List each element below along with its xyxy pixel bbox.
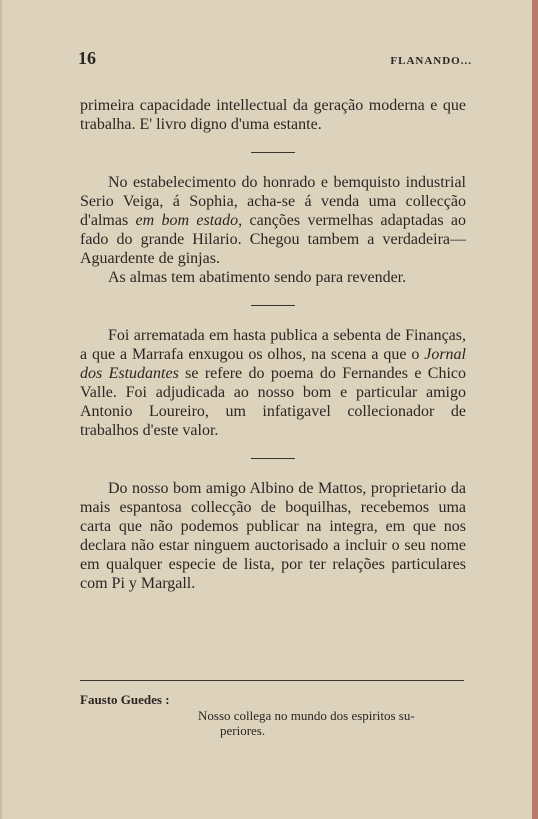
paragraph-text: Foi arrematada em hasta publica a sebenta de Finanças, a que a Marrafa enxugou os olhos, na scena a que o [80,327,466,363]
paragraph-sophia [80,173,466,268]
paragraph-text: primeira capacidade intellectual da geração moderna e que trabalha. E' livro digno d'uma estante. [80,97,466,133]
paragraph-continuation [80,96,466,134]
paragraph-text: se refere do poema do Fernandes e Chico Valle. Foi adjudicada ao nosso bom e particular amigo Antonio Loureiro, um infatigavel collecionador de trabalhos d'este valor. [80,365,467,439]
footnote-line: Nosso collega no mundo dos espiritos su- [198,708,415,723]
paragraph-boquilhas [80,479,466,593]
paragraph-sebenta [80,326,466,440]
italic-title: Jornal dos Estudantes [80,346,466,382]
footnote-line: periores. [220,723,266,738]
page-number: 16 [78,48,96,68]
footnote-name: Fausto Guedes : [80,692,170,707]
footnote-text [198,708,468,738]
paragraph-text: No estabelecimento do honrado e bemquisto industrial Serio Veiga, á Sophia, acha-se á venda uma collecção d'almas [80,174,466,229]
page-header [78,48,472,69]
section-divider [251,305,295,306]
section-divider [251,152,295,153]
footnote-rule [80,680,464,681]
italic-phrase: em bom estado [135,212,239,229]
running-title: FLANANDO... [390,55,472,67]
paragraph-almas [80,268,466,287]
paragraph-text: Do nosso bom amigo Albino de Mattos, proprietario da mais espantosa collecção de boquilhas, recebemos uma carta que não podemos publicar na integra, em que nos declara não estar ninguem auctorisado a incluir o seu nome em qualquer especie de lista, por ter relações particulares com Pi y Margall. [80,480,466,592]
paragraph-text: , canções vermelhas adaptadas ao fado do grande Hilario. Chegou tambem a verdadeira—Aguardente de ginjas. [80,212,467,267]
page-body [80,96,466,593]
section-divider [251,458,295,459]
paragraph-text: As almas tem abatimento sendo para revender. [108,269,407,286]
